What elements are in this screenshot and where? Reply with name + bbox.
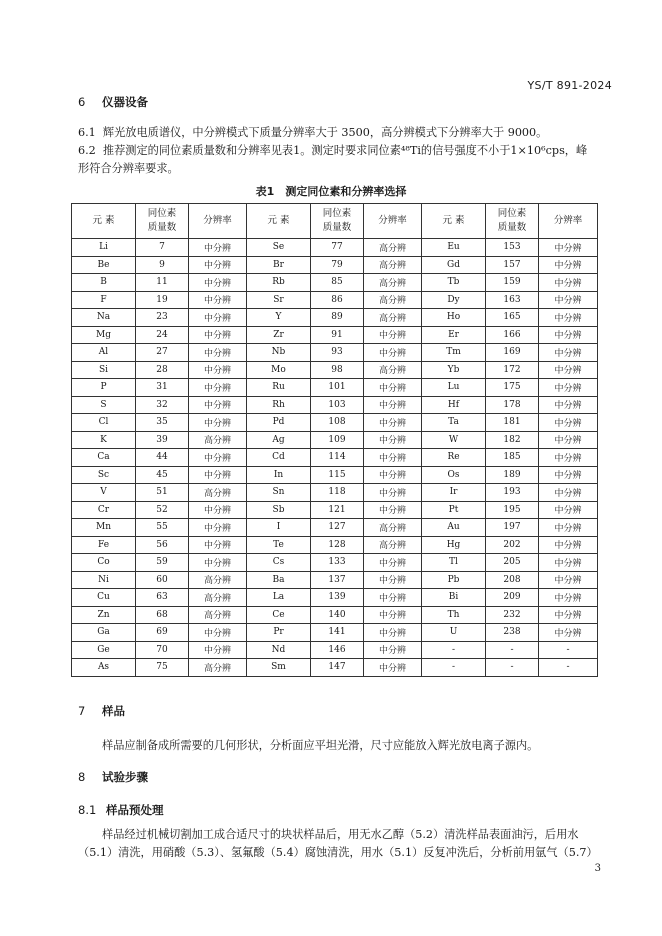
cell-resolution: 高分辨	[364, 239, 422, 257]
cell-resolution: 高分辨	[189, 571, 247, 589]
cell-mass: 178	[486, 396, 539, 414]
table-row	[72, 624, 598, 642]
cell-element: Dy	[422, 291, 486, 309]
cell-element: Sm	[247, 659, 311, 677]
cell-mass: 69	[136, 624, 189, 642]
cell-element: Lu	[422, 379, 486, 397]
cell-resolution: 中分辨	[364, 466, 422, 484]
cell-resolution: 高分辨	[189, 589, 247, 607]
cell-resolution: 中分辨	[189, 379, 247, 397]
cell-element: Nd	[247, 641, 311, 659]
cell-element: Tm	[422, 344, 486, 362]
cell-resolution: 中分辨	[539, 571, 598, 589]
cell-resolution: 中分辨	[539, 414, 598, 432]
cell-element: As	[72, 659, 136, 677]
section-8-1-line2: （5.1）清洗，用硝酸（5.3）、氢氟酸（5.4）腐蚀清洗，用水（5.1）反复冲洗后，分析前用氩气（5.7）	[78, 846, 598, 859]
cell-resolution: 中分辨	[539, 361, 598, 379]
cell-resolution: 中分辨	[364, 414, 422, 432]
cell-resolution: 中分辨	[364, 449, 422, 467]
cell-mass: 45	[136, 466, 189, 484]
cell-resolution: 中分辨	[189, 536, 247, 554]
cell-element: Zn	[72, 606, 136, 624]
cell-element: Ho	[422, 309, 486, 327]
cell-resolution: 中分辨	[539, 501, 598, 519]
section-8-1-title: 样品预处理	[106, 803, 164, 817]
table-row	[72, 554, 598, 572]
cell-element: Ir	[422, 484, 486, 502]
cell-element: P	[72, 379, 136, 397]
cell-mass: 55	[136, 519, 189, 537]
table-row	[72, 256, 598, 274]
cell-resolution: 中分辨	[539, 291, 598, 309]
cell-resolution: 中分辨	[189, 519, 247, 537]
paragraph-6-2-line1: 推荐测定的同位素质量数和分辨率见表1。测定时要求同位素⁴⁸Ti的信号强度不小于1×10⁶cps，峰	[102, 144, 588, 157]
cell-mass: 209	[486, 589, 539, 607]
cell-mass: 121	[311, 501, 364, 519]
cell-element: Re	[422, 449, 486, 467]
cell-element: Te	[247, 536, 311, 554]
cell-mass: 232	[486, 606, 539, 624]
cell-element: Pb	[422, 571, 486, 589]
cell-element: Yb	[422, 361, 486, 379]
cell-resolution: 中分辨	[539, 449, 598, 467]
page-number: 3	[594, 863, 601, 874]
cell-mass: 24	[136, 326, 189, 344]
cell-resolution: 中分辨	[364, 659, 422, 677]
cell-element: Cs	[247, 554, 311, 572]
cell-resolution: -	[539, 659, 598, 677]
cell-mass: 44	[136, 449, 189, 467]
cell-resolution: 中分辨	[189, 239, 247, 257]
cell-element: S	[72, 396, 136, 414]
cell-mass: 181	[486, 414, 539, 432]
cell-mass: 51	[136, 484, 189, 502]
section-8-title: 试验步骤	[102, 770, 148, 784]
cell-mass: 31	[136, 379, 189, 397]
cell-resolution: 高分辨	[189, 606, 247, 624]
header-resolution: 分辨率	[539, 204, 598, 239]
cell-mass: 79	[311, 256, 364, 274]
cell-resolution: 中分辨	[539, 326, 598, 344]
table-row	[72, 309, 598, 327]
cell-mass: 133	[311, 554, 364, 572]
cell-mass: 137	[311, 571, 364, 589]
cell-element: Ta	[422, 414, 486, 432]
table-row	[72, 466, 598, 484]
cell-resolution: 中分辨	[539, 274, 598, 292]
cell-mass: 182	[486, 431, 539, 449]
cell-mass: 75	[136, 659, 189, 677]
cell-resolution: 中分辨	[364, 571, 422, 589]
cell-element: Pt	[422, 501, 486, 519]
cell-element: Au	[422, 519, 486, 537]
cell-element: Hg	[422, 536, 486, 554]
cell-element: Er	[422, 326, 486, 344]
cell-mass: 59	[136, 554, 189, 572]
cell-mass: 11	[136, 274, 189, 292]
cell-resolution: 中分辨	[364, 641, 422, 659]
cell-mass: 185	[486, 449, 539, 467]
cell-mass: 159	[486, 274, 539, 292]
cell-resolution: 中分辨	[189, 466, 247, 484]
cell-element: Hf	[422, 396, 486, 414]
cell-mass: 23	[136, 309, 189, 327]
cell-mass: 114	[311, 449, 364, 467]
cell-mass: 172	[486, 361, 539, 379]
cell-resolution: 中分辨	[364, 501, 422, 519]
cell-mass: 52	[136, 501, 189, 519]
cell-resolution: 中分辨	[364, 484, 422, 502]
cell-mass: 157	[486, 256, 539, 274]
cell-element: Tb	[422, 274, 486, 292]
table-row	[72, 344, 598, 362]
cell-resolution: 中分辨	[189, 326, 247, 344]
cell-element: Eu	[422, 239, 486, 257]
header-mass-number	[486, 204, 539, 239]
table-caption: 表1 测定同位素和分辨率选择	[255, 185, 407, 198]
cell-element: Nb	[247, 344, 311, 362]
cell-element: Rh	[247, 396, 311, 414]
section-8-heading	[78, 769, 148, 785]
cell-resolution: 中分辨	[539, 466, 598, 484]
cell-element: In	[247, 466, 311, 484]
section-8-number: 8	[78, 770, 86, 784]
table-row	[72, 431, 598, 449]
cell-element: Th	[422, 606, 486, 624]
cell-resolution: 中分辨	[364, 379, 422, 397]
cell-element: Si	[72, 361, 136, 379]
cell-resolution: 高分辨	[364, 519, 422, 537]
cell-mass: 146	[311, 641, 364, 659]
cell-resolution: 中分辨	[539, 309, 598, 327]
cell-mass: 195	[486, 501, 539, 519]
cell-mass: 115	[311, 466, 364, 484]
cell-element: Cl	[72, 414, 136, 432]
table-row	[72, 414, 598, 432]
cell-mass: 86	[311, 291, 364, 309]
isotope-resolution-table	[71, 203, 598, 677]
cell-element: Ce	[247, 606, 311, 624]
cell-resolution: 高分辨	[189, 431, 247, 449]
cell-element: Se	[247, 239, 311, 257]
cell-element: Gd	[422, 256, 486, 274]
cell-element: Ag	[247, 431, 311, 449]
table-row	[72, 571, 598, 589]
cell-mass: 208	[486, 571, 539, 589]
cell-element: Li	[72, 239, 136, 257]
cell-mass: 85	[311, 274, 364, 292]
cell-element: B	[72, 274, 136, 292]
cell-resolution: 中分辨	[539, 256, 598, 274]
cell-mass: 166	[486, 326, 539, 344]
cell-mass: 93	[311, 344, 364, 362]
cell-mass: 56	[136, 536, 189, 554]
cell-element: Y	[247, 309, 311, 327]
cell-element: Al	[72, 344, 136, 362]
cell-mass: 169	[486, 344, 539, 362]
cell-element: Mg	[72, 326, 136, 344]
header-resolution: 分辨率	[189, 204, 247, 239]
standard-code: YS/T 891-2024	[527, 79, 612, 92]
cell-resolution: 中分辨	[539, 606, 598, 624]
cell-element: Os	[422, 466, 486, 484]
cell-resolution: 中分辨	[189, 554, 247, 572]
cell-resolution: 中分辨	[364, 606, 422, 624]
table-row	[72, 589, 598, 607]
cell-element: Co	[72, 554, 136, 572]
header-mass-line1: 同位素	[322, 208, 352, 219]
cell-mass: 77	[311, 239, 364, 257]
cell-resolution: 高分辨	[189, 484, 247, 502]
table-row	[72, 239, 598, 257]
cell-element: Cd	[247, 449, 311, 467]
cell-mass: 60	[136, 571, 189, 589]
table-row	[72, 536, 598, 554]
cell-mass: 101	[311, 379, 364, 397]
cell-mass: 108	[311, 414, 364, 432]
cell-mass: 163	[486, 291, 539, 309]
cell-mass: 109	[311, 431, 364, 449]
table-row	[72, 501, 598, 519]
cell-resolution: 中分辨	[364, 431, 422, 449]
cell-resolution: 中分辨	[189, 274, 247, 292]
cell-mass: 39	[136, 431, 189, 449]
cell-element: I	[247, 519, 311, 537]
cell-resolution: 高分辨	[364, 309, 422, 327]
table-row	[72, 361, 598, 379]
cell-mass: 28	[136, 361, 189, 379]
cell-element: -	[422, 641, 486, 659]
cell-resolution: 高分辨	[364, 361, 422, 379]
cell-element: Na	[72, 309, 136, 327]
table-row	[72, 379, 598, 397]
cell-resolution: 中分辨	[539, 519, 598, 537]
paragraph-6-2-number: 6.2	[78, 144, 96, 157]
table-row	[72, 606, 598, 624]
cell-mass: 103	[311, 396, 364, 414]
header-mass-line2: 质量数	[497, 222, 527, 233]
header-mass-number	[136, 204, 189, 239]
cell-mass: 127	[311, 519, 364, 537]
cell-resolution: 中分辨	[189, 361, 247, 379]
cell-resolution: 中分辨	[539, 344, 598, 362]
cell-mass: 98	[311, 361, 364, 379]
cell-element: Ba	[247, 571, 311, 589]
cell-mass: 128	[311, 536, 364, 554]
cell-resolution: 中分辨	[364, 326, 422, 344]
paragraph-6-1	[78, 124, 618, 142]
header-element: 元 素	[247, 204, 311, 239]
table-header-row	[72, 204, 598, 239]
cell-element: Rb	[247, 274, 311, 292]
table-row	[72, 519, 598, 537]
table-row	[72, 326, 598, 344]
cell-element: Ca	[72, 449, 136, 467]
header-mass-line1: 同位素	[497, 208, 527, 219]
section-6-heading	[78, 94, 148, 110]
cell-element: Pr	[247, 624, 311, 642]
cell-element: V	[72, 484, 136, 502]
cell-element: Bi	[422, 589, 486, 607]
cell-mass: 193	[486, 484, 539, 502]
cell-element: Sb	[247, 501, 311, 519]
cell-mass: 63	[136, 589, 189, 607]
header-mass-line1: 同位素	[147, 208, 177, 219]
section-7-heading	[78, 703, 125, 719]
cell-mass: 139	[311, 589, 364, 607]
section-6-number: 6	[78, 95, 86, 109]
cell-resolution: 中分辨	[364, 624, 422, 642]
cell-resolution: 中分辨	[189, 641, 247, 659]
section-7-title: 样品	[102, 704, 125, 718]
cell-resolution: 中分辨	[539, 379, 598, 397]
cell-mass: 141	[311, 624, 364, 642]
section-8-1-line1: 样品经过机械切割加工成合适尺寸的块状样品后，用无水乙醇（5.2）清洗样品表面油污，后用水	[102, 828, 579, 841]
cell-element: Zr	[247, 326, 311, 344]
header-mass-line2: 质量数	[322, 222, 352, 233]
section-7-text: 样品应制备成所需要的几何形状，分析面应平坦光滑，尺寸应能放入辉光放电离子源内。	[102, 739, 539, 752]
cell-resolution: 中分辨	[189, 396, 247, 414]
cell-mass: 68	[136, 606, 189, 624]
cell-resolution: 高分辨	[364, 536, 422, 554]
header-mass-number	[311, 204, 364, 239]
cell-element: W	[422, 431, 486, 449]
cell-resolution: 高分辨	[364, 274, 422, 292]
cell-element: -	[422, 659, 486, 677]
section-7-number: 7	[78, 704, 86, 718]
table-row	[72, 449, 598, 467]
cell-mass: -	[486, 659, 539, 677]
cell-resolution: 中分辨	[189, 624, 247, 642]
cell-resolution: 高分辨	[189, 659, 247, 677]
cell-resolution: 中分辨	[189, 256, 247, 274]
paragraph-6-2-continued: 形符合分辨率要求。	[78, 162, 179, 175]
cell-mass: 70	[136, 641, 189, 659]
table-row	[72, 396, 598, 414]
cell-resolution: 中分辨	[364, 589, 422, 607]
cell-element: Br	[247, 256, 311, 274]
cell-element: La	[247, 589, 311, 607]
cell-mass: 140	[311, 606, 364, 624]
table-row	[72, 274, 598, 292]
table-row	[72, 291, 598, 309]
table-row	[72, 659, 598, 677]
cell-mass: 7	[136, 239, 189, 257]
cell-mass: 118	[311, 484, 364, 502]
section-6-title: 仪器设备	[102, 95, 148, 109]
header-resolution: 分辨率	[364, 204, 422, 239]
cell-mass: 147	[311, 659, 364, 677]
cell-element: Sr	[247, 291, 311, 309]
cell-mass: 189	[486, 466, 539, 484]
cell-element: Ge	[72, 641, 136, 659]
cell-resolution: 中分辨	[189, 501, 247, 519]
header-mass-line2: 质量数	[147, 222, 177, 233]
cell-element: Sc	[72, 466, 136, 484]
cell-resolution: 中分辨	[364, 344, 422, 362]
cell-resolution: 中分辨	[189, 344, 247, 362]
cell-element: Mo	[247, 361, 311, 379]
cell-element: Cu	[72, 589, 136, 607]
cell-mass: 9	[136, 256, 189, 274]
cell-resolution: -	[539, 641, 598, 659]
cell-element: Ga	[72, 624, 136, 642]
cell-resolution: 中分辨	[364, 554, 422, 572]
cell-resolution: 中分辨	[539, 554, 598, 572]
table-row	[72, 641, 598, 659]
cell-element: Mn	[72, 519, 136, 537]
cell-mass: 165	[486, 309, 539, 327]
cell-element: Ru	[247, 379, 311, 397]
header-element: 元 素	[422, 204, 486, 239]
cell-resolution: 中分辨	[364, 396, 422, 414]
cell-mass: 89	[311, 309, 364, 327]
cell-element: Tl	[422, 554, 486, 572]
cell-mass: 35	[136, 414, 189, 432]
paragraph-6-1-text: 辉光放电质谱仪，中分辨模式下质量分辨率大于 3500，高分辨模式下分辨率大于 9000。	[102, 126, 548, 139]
cell-element: Sn	[247, 484, 311, 502]
cell-resolution: 中分辨	[539, 239, 598, 257]
cell-element: K	[72, 431, 136, 449]
cell-mass: 153	[486, 239, 539, 257]
cell-resolution: 中分辨	[539, 484, 598, 502]
cell-mass: 202	[486, 536, 539, 554]
cell-resolution: 中分辨	[539, 624, 598, 642]
cell-resolution: 中分辨	[539, 589, 598, 607]
paragraph-6-2	[78, 142, 618, 160]
section-8-1-number: 8.1	[78, 803, 97, 817]
cell-element: Pd	[247, 414, 311, 432]
cell-resolution: 高分辨	[364, 256, 422, 274]
cell-resolution: 中分辨	[539, 431, 598, 449]
cell-mass: 19	[136, 291, 189, 309]
cell-resolution: 中分辨	[539, 396, 598, 414]
cell-element: Cr	[72, 501, 136, 519]
cell-mass: 27	[136, 344, 189, 362]
cell-element: Fe	[72, 536, 136, 554]
cell-resolution: 中分辨	[539, 536, 598, 554]
section-8-1-heading	[78, 802, 164, 818]
cell-resolution: 中分辨	[189, 449, 247, 467]
cell-element: F	[72, 291, 136, 309]
cell-mass: 205	[486, 554, 539, 572]
cell-mass: -	[486, 641, 539, 659]
cell-resolution: 高分辨	[364, 291, 422, 309]
cell-element: U	[422, 624, 486, 642]
cell-mass: 91	[311, 326, 364, 344]
table-row	[72, 484, 598, 502]
cell-resolution: 中分辨	[189, 291, 247, 309]
cell-mass: 175	[486, 379, 539, 397]
cell-element: Ni	[72, 571, 136, 589]
cell-resolution: 中分辨	[189, 309, 247, 327]
table-body	[72, 239, 598, 677]
cell-mass: 238	[486, 624, 539, 642]
cell-element: Be	[72, 256, 136, 274]
cell-mass: 32	[136, 396, 189, 414]
cell-mass: 197	[486, 519, 539, 537]
paragraph-6-1-number: 6.1	[78, 126, 96, 139]
header-element: 元 素	[72, 204, 136, 239]
cell-resolution: 中分辨	[189, 414, 247, 432]
